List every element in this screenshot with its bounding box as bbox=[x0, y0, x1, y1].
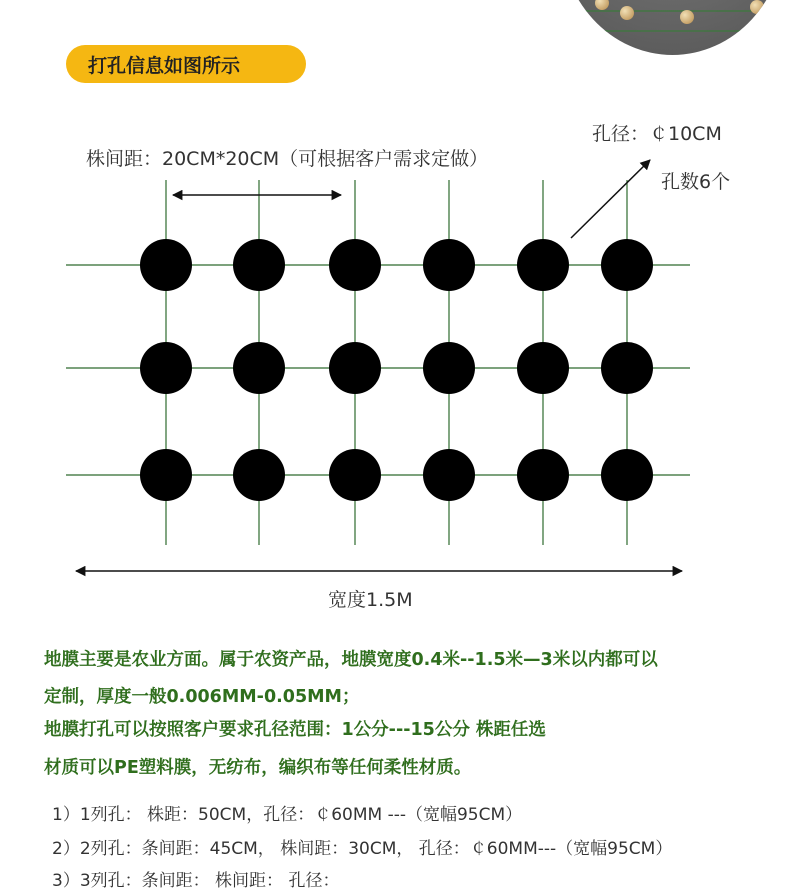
diameter-arrow bbox=[571, 160, 650, 238]
hole-circle bbox=[140, 239, 192, 291]
hole-circle bbox=[423, 239, 475, 291]
hole-circle bbox=[601, 449, 653, 501]
hole-circle bbox=[233, 239, 285, 291]
description-line: 材质可以PE塑料膜，无纺布，编织布等任何柔性材质。 bbox=[44, 758, 472, 778]
hole-circle bbox=[423, 449, 475, 501]
hole-circle bbox=[329, 239, 381, 291]
hole-circle bbox=[517, 342, 569, 394]
description-line: 地膜主要是农业方面。属于农资产品，地膜宽度0.4米--1.5米—3米以内都可以 bbox=[44, 650, 658, 670]
hole-circle bbox=[329, 342, 381, 394]
spec-line: 2）2列孔：条间距：45CM， 株间距：30CM， 孔径：￠60MM---（宽幅95CM） bbox=[52, 839, 673, 859]
hole-circle bbox=[140, 342, 192, 394]
hole-circle bbox=[423, 342, 475, 394]
hole-circle bbox=[329, 449, 381, 501]
holes bbox=[140, 239, 653, 501]
spacing-label: 株间距：20CM*20CM（可根据客户需求定做） bbox=[86, 148, 489, 170]
hole-circle bbox=[233, 449, 285, 501]
hole-circle bbox=[517, 449, 569, 501]
description-line: 定制，厚度一般0.006MM-0.05MM； bbox=[44, 687, 360, 707]
width-label: 宽度1.5M bbox=[328, 589, 413, 611]
spec-line: 1）1列孔： 株距：50CM，孔径：￠60MM ---（宽幅95CM） bbox=[52, 805, 523, 825]
hole-diameter-label: 孔径：￠10CM bbox=[592, 123, 722, 145]
hole-circle bbox=[601, 239, 653, 291]
spec-line: 3）3列孔：条间距： 株间距： 孔径： bbox=[52, 871, 340, 891]
hole-circle bbox=[233, 342, 285, 394]
description-line: 地膜打孔可以按照客户要求孔径范围：1公分---15公分 株距任选 bbox=[44, 720, 546, 740]
hole-count-label: 孔数6个 bbox=[661, 171, 731, 193]
hole-circle bbox=[140, 449, 192, 501]
section-title-text: 打孔信息如图所示 bbox=[88, 54, 241, 77]
hole-circle bbox=[601, 342, 653, 394]
hole-circle bbox=[517, 239, 569, 291]
